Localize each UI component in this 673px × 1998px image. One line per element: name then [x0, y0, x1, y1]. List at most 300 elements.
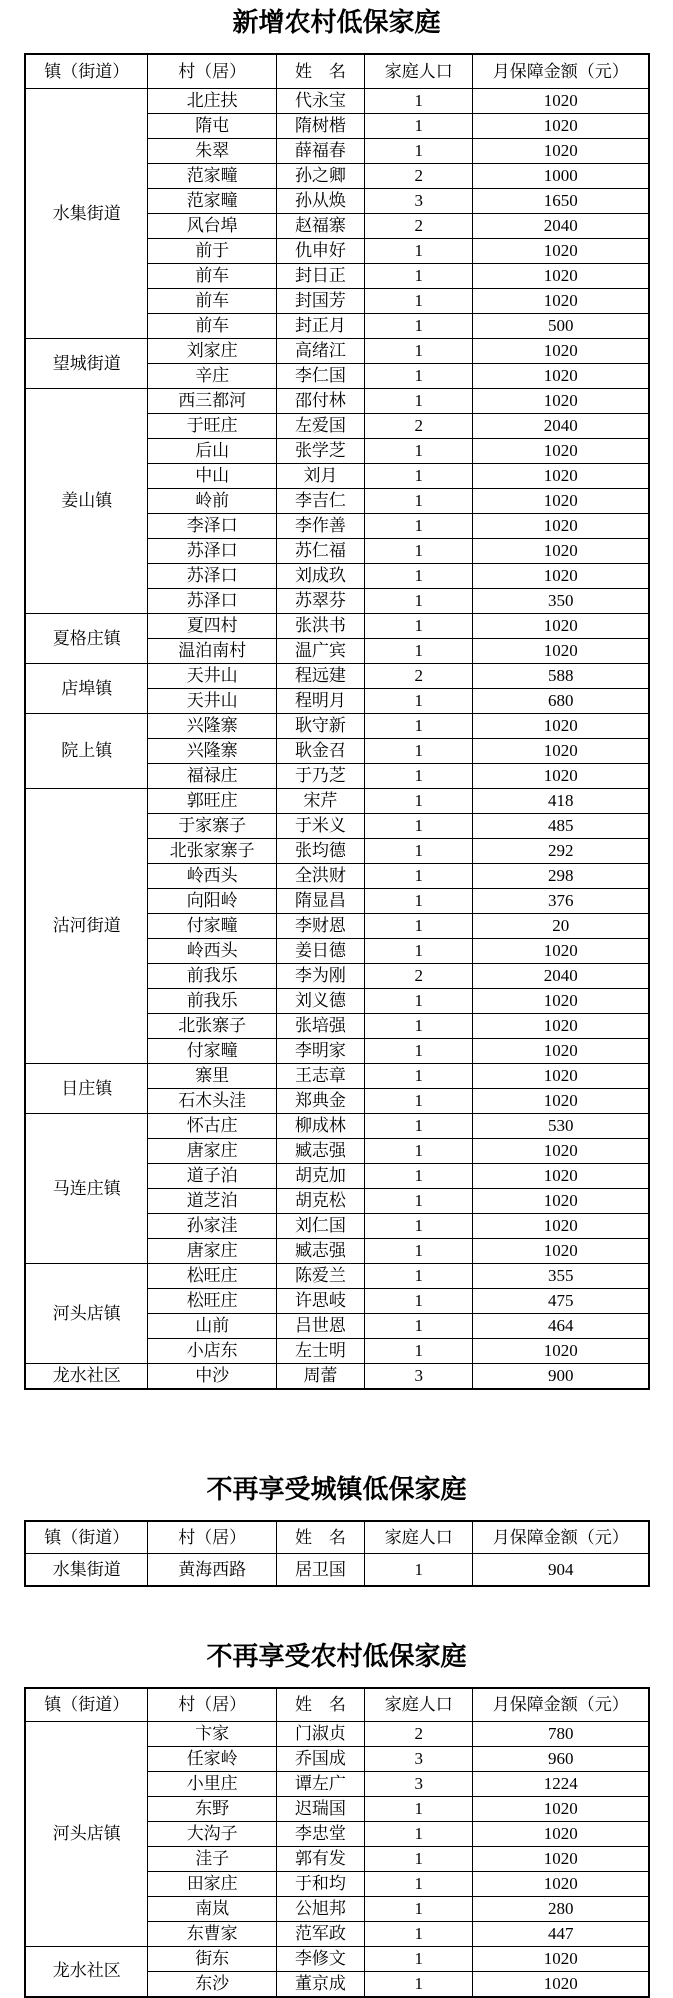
village-cell: 苏泽口 [148, 588, 277, 613]
population-cell: 1 [364, 1238, 473, 1263]
amount-cell: 1020 [473, 1163, 649, 1188]
population-cell: 1 [364, 1921, 473, 1946]
name-cell: 程远建 [276, 663, 364, 688]
population-cell: 1 [364, 713, 473, 738]
amount-cell: 1020 [473, 113, 649, 138]
population-cell: 1 [364, 1163, 473, 1188]
name-cell: 刘仁国 [276, 1213, 364, 1238]
name-cell: 吕世恩 [276, 1313, 364, 1338]
town-cell: 姜山镇 [25, 388, 148, 613]
village-cell: 付家疃 [148, 913, 277, 938]
section-removed-rural [0, 1587, 673, 1998]
village-cell: 苏泽口 [148, 538, 277, 563]
population-cell: 1 [364, 888, 473, 913]
population-cell: 1 [364, 1138, 473, 1163]
amount-cell: 1020 [473, 938, 649, 963]
population-cell: 1 [364, 88, 473, 113]
amount-cell: 1020 [473, 1821, 649, 1846]
name-cell: 宋芹 [276, 788, 364, 813]
amount-cell: 1224 [473, 1771, 649, 1796]
village-cell: 前车 [148, 263, 277, 288]
amount-cell: 1020 [473, 563, 649, 588]
table-title-removed-urban: 不再享受城镇低保家庭 [206, 1474, 467, 1505]
town-cell: 龙水社区 [25, 1363, 148, 1389]
village-cell: 后山 [148, 438, 277, 463]
village-cell: 刘家庄 [148, 338, 277, 363]
village-cell: 隋屯 [148, 113, 277, 138]
amount-cell: 1020 [473, 538, 649, 563]
town-cell: 沽河街道 [25, 788, 148, 1063]
village-cell: 温泊南村 [148, 638, 277, 663]
name-cell: 臧志强 [276, 1238, 364, 1263]
village-cell: 东沙 [148, 1971, 277, 1997]
name-cell: 隋显昌 [276, 888, 364, 913]
amount-cell: 1020 [473, 1188, 649, 1213]
amount-cell: 1020 [473, 88, 649, 113]
amount-cell: 1020 [473, 763, 649, 788]
name-cell: 于和均 [276, 1871, 364, 1896]
village-cell: 范家疃 [148, 163, 277, 188]
column-header: 家庭人口 [364, 1688, 473, 1722]
name-cell: 张洪书 [276, 613, 364, 638]
column-header: 月保障金额（元） [473, 54, 649, 89]
name-cell: 董京成 [276, 1971, 364, 1997]
village-cell: 北庄扶 [148, 88, 277, 113]
name-cell: 高绪江 [276, 338, 364, 363]
amount-cell: 1020 [473, 1088, 649, 1113]
amount-cell: 1650 [473, 188, 649, 213]
name-cell: 门淑贞 [276, 1721, 364, 1746]
name-cell: 张均德 [276, 838, 364, 863]
name-cell: 郭有发 [276, 1846, 364, 1871]
village-cell: 东野 [148, 1796, 277, 1821]
table-row [25, 1263, 649, 1288]
population-cell: 2 [364, 413, 473, 438]
amount-cell: 447 [473, 1921, 649, 1946]
population-cell: 1 [364, 1946, 473, 1971]
name-cell: 姜日德 [276, 938, 364, 963]
population-cell: 1 [364, 688, 473, 713]
amount-cell: 1020 [473, 338, 649, 363]
population-cell: 1 [364, 588, 473, 613]
population-cell: 1 [364, 238, 473, 263]
column-header: 镇（街道） [25, 1688, 148, 1722]
table-row [25, 663, 649, 688]
population-cell: 1 [364, 288, 473, 313]
population-cell: 1 [364, 113, 473, 138]
village-cell: 西三都河 [148, 388, 277, 413]
name-cell: 左士明 [276, 1338, 364, 1363]
village-cell: 松旺庄 [148, 1263, 277, 1288]
amount-cell: 1020 [473, 388, 649, 413]
amount-cell: 280 [473, 1896, 649, 1921]
name-cell: 于米义 [276, 813, 364, 838]
name-cell: 赵福寨 [276, 213, 364, 238]
column-header: 姓 名 [276, 1521, 364, 1554]
table-row [25, 1946, 649, 1971]
town-cell: 水集街道 [25, 1553, 148, 1586]
name-cell: 胡克松 [276, 1188, 364, 1213]
population-cell: 3 [364, 1771, 473, 1796]
column-header: 村（居） [148, 1688, 277, 1722]
name-cell: 代永宝 [276, 88, 364, 113]
village-cell: 福禄庄 [148, 763, 277, 788]
population-cell: 1 [364, 363, 473, 388]
amount-cell: 1020 [473, 1871, 649, 1896]
amount-cell: 588 [473, 663, 649, 688]
amount-cell: 1020 [473, 1846, 649, 1871]
name-cell: 孙从焕 [276, 188, 364, 213]
village-cell: 兴隆寨 [148, 738, 277, 763]
village-cell: 孙家洼 [148, 1213, 277, 1238]
amount-cell: 1020 [473, 1946, 649, 1971]
population-cell: 1 [364, 1821, 473, 1846]
table-title-removed-rural: 不再享受农村低保家庭 [206, 1641, 467, 1672]
population-cell: 1 [364, 488, 473, 513]
name-cell: 臧志强 [276, 1138, 364, 1163]
population-cell: 1 [364, 138, 473, 163]
village-cell: 小里庄 [148, 1771, 277, 1796]
amount-cell: 298 [473, 863, 649, 888]
column-header: 镇（街道） [25, 54, 148, 89]
amount-cell: 500 [473, 313, 649, 338]
population-cell: 1 [364, 1896, 473, 1921]
amount-cell: 1020 [473, 363, 649, 388]
name-cell: 许思岐 [276, 1288, 364, 1313]
population-cell: 1 [364, 1038, 473, 1063]
population-cell: 1 [364, 788, 473, 813]
village-cell: 前车 [148, 313, 277, 338]
population-cell: 2 [364, 163, 473, 188]
name-cell: 孙之卿 [276, 163, 364, 188]
amount-cell: 1020 [473, 713, 649, 738]
name-cell: 封正月 [276, 313, 364, 338]
village-cell: 辛庄 [148, 363, 277, 388]
town-cell: 夏格庄镇 [25, 613, 148, 663]
village-cell: 前我乐 [148, 963, 277, 988]
population-cell: 1 [364, 1063, 473, 1088]
removed-urban-lowincome-table [24, 1520, 650, 1587]
column-header: 家庭人口 [364, 1521, 473, 1554]
village-cell: 岭前 [148, 488, 277, 513]
name-cell: 居卫国 [276, 1553, 364, 1586]
name-cell: 封国芳 [276, 288, 364, 313]
amount-cell: 680 [473, 688, 649, 713]
village-cell: 于家寨子 [148, 813, 277, 838]
population-cell: 1 [364, 1338, 473, 1363]
village-cell: 于旺庄 [148, 413, 277, 438]
amount-cell: 1020 [473, 488, 649, 513]
name-cell: 周蕾 [276, 1363, 364, 1389]
amount-cell: 900 [473, 1363, 649, 1389]
name-cell: 于乃芝 [276, 763, 364, 788]
name-cell: 李财恩 [276, 913, 364, 938]
population-cell: 2 [364, 213, 473, 238]
name-cell: 苏仁福 [276, 538, 364, 563]
name-cell: 苏翠芬 [276, 588, 364, 613]
village-cell: 夏四村 [148, 613, 277, 638]
name-cell: 全洪财 [276, 863, 364, 888]
village-cell: 小店东 [148, 1338, 277, 1363]
population-cell: 1 [364, 1288, 473, 1313]
column-header: 村（居） [148, 54, 277, 89]
amount-cell: 1020 [473, 438, 649, 463]
village-cell: 前车 [148, 288, 277, 313]
name-cell: 张学芝 [276, 438, 364, 463]
population-cell: 1 [364, 1871, 473, 1896]
village-cell: 北张家寨子 [148, 838, 277, 863]
village-cell: 寨里 [148, 1063, 277, 1088]
amount-cell: 1020 [473, 1038, 649, 1063]
village-cell: 大沟子 [148, 1821, 277, 1846]
name-cell: 公旭邦 [276, 1896, 364, 1921]
amount-cell: 20 [473, 913, 649, 938]
amount-cell: 530 [473, 1113, 649, 1138]
section-removed-urban [0, 1390, 673, 1587]
population-cell: 1 [364, 813, 473, 838]
amount-cell: 1020 [473, 738, 649, 763]
name-cell: 李作善 [276, 513, 364, 538]
amount-cell: 418 [473, 788, 649, 813]
population-cell: 1 [364, 513, 473, 538]
table-row [25, 1063, 649, 1088]
column-header: 家庭人口 [364, 54, 473, 89]
amount-cell: 1020 [473, 638, 649, 663]
name-cell: 迟瑞国 [276, 1796, 364, 1821]
name-cell: 李明家 [276, 1038, 364, 1063]
column-header: 月保障金额（元） [473, 1521, 649, 1554]
village-cell: 卞家 [148, 1721, 277, 1746]
village-cell: 郭旺庄 [148, 788, 277, 813]
amount-cell: 1020 [473, 138, 649, 163]
name-cell: 李为刚 [276, 963, 364, 988]
name-cell: 左爱国 [276, 413, 364, 438]
village-cell: 岭西头 [148, 863, 277, 888]
village-cell: 中沙 [148, 1363, 277, 1389]
town-cell: 日庄镇 [25, 1063, 148, 1113]
header-row [25, 1521, 649, 1554]
name-cell: 温广宾 [276, 638, 364, 663]
population-cell: 1 [364, 913, 473, 938]
name-cell: 张培强 [276, 1013, 364, 1038]
population-cell: 3 [364, 188, 473, 213]
village-cell: 岭西头 [148, 938, 277, 963]
amount-cell: 376 [473, 888, 649, 913]
amount-cell: 475 [473, 1288, 649, 1313]
town-cell: 店埠镇 [25, 663, 148, 713]
amount-cell: 1020 [473, 613, 649, 638]
village-cell: 唐家庄 [148, 1138, 277, 1163]
removed-rural-lowincome-table [24, 1687, 650, 1998]
amount-cell: 2040 [473, 413, 649, 438]
table-row [25, 1363, 649, 1389]
name-cell: 薛福春 [276, 138, 364, 163]
population-cell: 2 [364, 663, 473, 688]
village-cell: 怀古庄 [148, 1113, 277, 1138]
population-cell: 1 [364, 1088, 473, 1113]
population-cell: 3 [364, 1746, 473, 1771]
column-header: 村（居） [148, 1521, 277, 1554]
village-cell: 田家庄 [148, 1871, 277, 1896]
town-cell: 河头店镇 [25, 1721, 148, 1946]
population-cell: 1 [364, 1553, 473, 1586]
amount-cell: 1020 [473, 1138, 649, 1163]
amount-cell: 350 [473, 588, 649, 613]
village-cell: 南岚 [148, 1896, 277, 1921]
town-cell: 河头店镇 [25, 1263, 148, 1363]
village-cell: 李泽口 [148, 513, 277, 538]
table-row [25, 338, 649, 363]
name-cell: 谭左广 [276, 1771, 364, 1796]
amount-cell: 464 [473, 1313, 649, 1338]
name-cell: 隋树楷 [276, 113, 364, 138]
town-cell: 水集街道 [25, 88, 148, 338]
name-cell: 邵付林 [276, 388, 364, 413]
amount-cell: 1020 [473, 1238, 649, 1263]
population-cell: 2 [364, 963, 473, 988]
name-cell: 陈爱兰 [276, 1263, 364, 1288]
village-cell: 松旺庄 [148, 1288, 277, 1313]
amount-cell: 780 [473, 1721, 649, 1746]
amount-cell: 1020 [473, 988, 649, 1013]
village-cell: 范家疃 [148, 188, 277, 213]
name-cell: 封日正 [276, 263, 364, 288]
new-rural-lowincome-table [24, 53, 650, 1390]
column-header: 镇（街道） [25, 1521, 148, 1554]
amount-cell: 1020 [473, 263, 649, 288]
population-cell: 1 [364, 863, 473, 888]
amount-cell: 1000 [473, 163, 649, 188]
amount-cell: 904 [473, 1553, 649, 1586]
name-cell: 范军政 [276, 1921, 364, 1946]
town-cell: 马连庄镇 [25, 1113, 148, 1263]
name-cell: 刘成玖 [276, 563, 364, 588]
table-row [25, 613, 649, 638]
name-cell: 李修文 [276, 1946, 364, 1971]
amount-cell: 355 [473, 1263, 649, 1288]
village-cell: 天井山 [148, 663, 277, 688]
amount-cell: 1020 [473, 1338, 649, 1363]
amount-cell: 1020 [473, 288, 649, 313]
population-cell: 1 [364, 638, 473, 663]
village-cell: 山前 [148, 1313, 277, 1338]
amount-cell: 1020 [473, 1063, 649, 1088]
population-cell: 1 [364, 838, 473, 863]
amount-cell: 1020 [473, 1971, 649, 1997]
name-cell: 刘义德 [276, 988, 364, 1013]
table-row [25, 88, 649, 113]
village-cell: 天井山 [148, 688, 277, 713]
amount-cell: 2040 [473, 213, 649, 238]
population-cell: 1 [364, 738, 473, 763]
population-cell: 1 [364, 388, 473, 413]
amount-cell: 1020 [473, 238, 649, 263]
population-cell: 1 [364, 1213, 473, 1238]
population-cell: 2 [364, 1721, 473, 1746]
population-cell: 1 [364, 1846, 473, 1871]
population-cell: 1 [364, 938, 473, 963]
name-cell: 李忠堂 [276, 1821, 364, 1846]
population-cell: 3 [364, 1363, 473, 1389]
population-cell: 1 [364, 1263, 473, 1288]
table-row [25, 1553, 649, 1586]
name-cell: 胡克加 [276, 1163, 364, 1188]
village-cell: 中山 [148, 463, 277, 488]
town-cell: 龙水社区 [25, 1946, 148, 1997]
village-cell: 朱翠 [148, 138, 277, 163]
table-row [25, 713, 649, 738]
table-row [25, 1113, 649, 1138]
village-cell: 唐家庄 [148, 1238, 277, 1263]
village-cell: 苏泽口 [148, 563, 277, 588]
amount-cell: 485 [473, 813, 649, 838]
population-cell: 1 [364, 263, 473, 288]
name-cell: 柳成林 [276, 1113, 364, 1138]
population-cell: 1 [364, 1188, 473, 1213]
amount-cell: 2040 [473, 963, 649, 988]
population-cell: 1 [364, 613, 473, 638]
amount-cell: 1020 [473, 1213, 649, 1238]
name-cell: 耿守新 [276, 713, 364, 738]
population-cell: 1 [364, 313, 473, 338]
village-cell: 前我乐 [148, 988, 277, 1013]
population-cell: 1 [364, 1313, 473, 1338]
population-cell: 1 [364, 438, 473, 463]
village-cell: 东曹家 [148, 1921, 277, 1946]
name-cell: 仇申好 [276, 238, 364, 263]
population-cell: 1 [364, 1971, 473, 1997]
table-row [25, 388, 649, 413]
name-cell: 郑典金 [276, 1088, 364, 1113]
village-cell: 任家岭 [148, 1746, 277, 1771]
population-cell: 1 [364, 563, 473, 588]
population-cell: 1 [364, 1013, 473, 1038]
population-cell: 1 [364, 988, 473, 1013]
name-cell: 程明月 [276, 688, 364, 713]
table-row [25, 788, 649, 813]
town-cell: 院上镇 [25, 713, 148, 788]
village-cell: 道子泊 [148, 1163, 277, 1188]
amount-cell: 960 [473, 1746, 649, 1771]
population-cell: 1 [364, 338, 473, 363]
village-cell: 洼子 [148, 1846, 277, 1871]
village-cell: 风台埠 [148, 213, 277, 238]
village-cell: 道芝泊 [148, 1188, 277, 1213]
village-cell: 街东 [148, 1946, 277, 1971]
name-cell: 刘月 [276, 463, 364, 488]
population-cell: 1 [364, 538, 473, 563]
amount-cell: 1020 [473, 463, 649, 488]
population-cell: 1 [364, 763, 473, 788]
name-cell: 李仁国 [276, 363, 364, 388]
population-cell: 1 [364, 1113, 473, 1138]
population-cell: 1 [364, 463, 473, 488]
amount-cell: 1020 [473, 1013, 649, 1038]
amount-cell: 292 [473, 838, 649, 863]
amount-cell: 1020 [473, 1796, 649, 1821]
village-cell: 北张寨子 [148, 1013, 277, 1038]
population-cell: 1 [364, 1796, 473, 1821]
column-header: 姓 名 [276, 54, 364, 89]
amount-cell: 1020 [473, 513, 649, 538]
village-cell: 付家疃 [148, 1038, 277, 1063]
town-cell: 望城街道 [25, 338, 148, 388]
name-cell: 李吉仁 [276, 488, 364, 513]
village-cell: 石木头洼 [148, 1088, 277, 1113]
table-title-new-rural: 新增农村低保家庭 [232, 8, 441, 38]
village-cell: 黄海西路 [148, 1553, 277, 1586]
name-cell: 王志章 [276, 1063, 364, 1088]
